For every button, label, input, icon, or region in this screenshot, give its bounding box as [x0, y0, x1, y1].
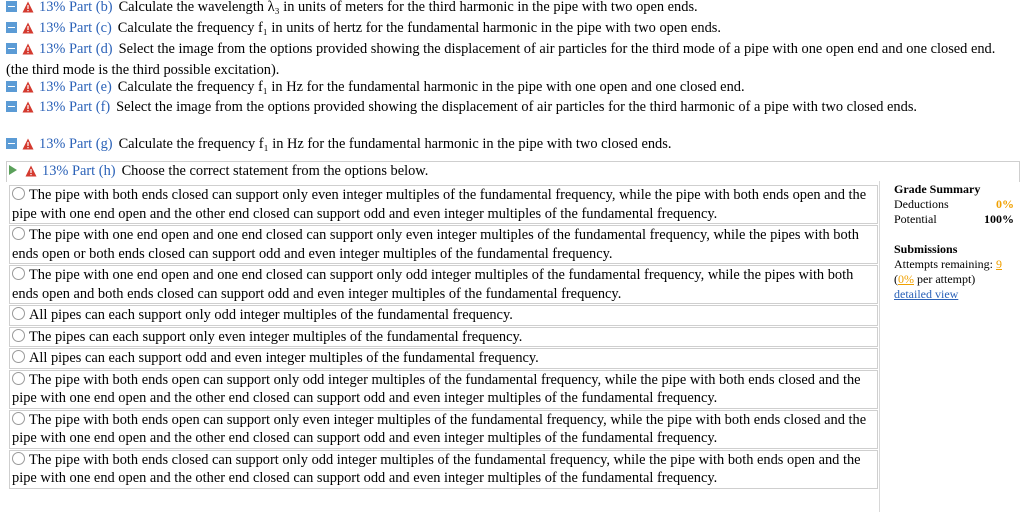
per-attempt-value: 0%: [898, 272, 914, 286]
answer-option[interactable]: [9, 370, 878, 409]
part-text: Calculate the frequency f₁ in Hz for the fundamental harmonic in the pipe with two closed ends.: [118, 136, 672, 152]
answer-option[interactable]: [9, 265, 878, 304]
radio-button[interactable]: [12, 187, 25, 200]
radio-button[interactable]: [12, 452, 25, 465]
per-attempt: [894, 272, 1014, 287]
option-text: All pipes can each support odd and even integer multiples of the fundamental frequency.: [29, 350, 539, 366]
deductions-value: 0%: [996, 197, 1014, 211]
part-label: Part (h): [72, 163, 116, 179]
warning-icon: [25, 164, 37, 183]
part-text: Calculate the frequency f₁ in Hz for the fundamental harmonic in the pipe with one open and one closed end.: [117, 79, 745, 95]
answer-option[interactable]: [9, 305, 878, 326]
attempts-remaining: [894, 257, 1014, 272]
radio-button[interactable]: [12, 227, 25, 240]
part-percent: 13%: [39, 136, 66, 152]
warning-icon: [22, 80, 34, 99]
collapse-icon[interactable]: [6, 138, 17, 149]
part-label: Part (b): [69, 0, 113, 15]
radio-button[interactable]: [12, 329, 25, 342]
attempts-value: 9: [995, 257, 1002, 271]
option-text: The pipe with both ends closed can support only odd integer multiples of the fundamental frequency, while the pipe with both ends open and the pipe with one end open and the other end closed can support odd and even integer multiples of the fundamental frequency.: [12, 451, 861, 486]
part-b: [6, 0, 1020, 19]
part-percent: 13%: [39, 0, 66, 15]
collapse-icon[interactable]: [6, 1, 17, 12]
part-g: [6, 135, 1020, 156]
warning-icon: [22, 0, 34, 19]
part-percent: 13%: [39, 20, 66, 36]
answer-option[interactable]: [9, 450, 878, 489]
submissions-title: Submissions: [894, 242, 958, 256]
answer-option[interactable]: [9, 410, 878, 449]
part-text: Choose the correct statement from the options below.: [121, 163, 429, 179]
part-label: Part (c): [69, 20, 112, 36]
answer-option[interactable]: [9, 225, 878, 264]
radio-button[interactable]: [12, 412, 25, 425]
warning-icon: [22, 137, 34, 156]
paren: (: [894, 272, 898, 286]
part-c: [6, 19, 1020, 40]
option-text: All pipes can each support only odd integer multiples of the fundamental frequency.: [29, 307, 513, 323]
radio-button[interactable]: [12, 350, 25, 363]
radio-button[interactable]: [12, 372, 25, 385]
part-e: [6, 78, 1020, 99]
part-label: Part (d): [69, 41, 113, 57]
part-text: Select the image from the options provided showing the displacement of air particles for the third harmonic of a pipe with two closed ends.: [116, 99, 918, 115]
collapse-icon[interactable]: [6, 43, 17, 54]
expand-icon[interactable]: [9, 165, 17, 175]
part-text: Select the image from the options provided showing the displacement of air particles for the third mode of a pipe with one open end and one closed end. (the third mode is the third possible excitation).: [6, 41, 996, 78]
option-text: The pipe with both ends closed can support only even integer multiples of the fundamental frequency, while the pipe with both ends open and the pipe with one end open and the other end closed can support odd and even integer multiples of the fundamental frequency.: [12, 187, 867, 222]
detailed-view-link[interactable]: detailed view: [894, 287, 959, 301]
deductions-row: [894, 197, 1014, 212]
warning-icon: [22, 100, 34, 119]
part-f: [6, 98, 1020, 119]
part-label: Part (e): [69, 79, 112, 95]
option-text: The pipe with both ends open can support only odd integer multiples of the fundamental frequency, while the pipe with both ends closed and the pipe with one end open and the other end closed can support odd and even integer multiples of the fundamental frequency.: [12, 371, 861, 406]
collapse-icon[interactable]: [6, 81, 17, 92]
potential-value: 100%: [984, 212, 1014, 226]
option-text: The pipes can each support only even integer multiples of the fundamental frequency.: [29, 328, 523, 345]
option-text: The pipe with one end open and one end closed can support only odd integer multiples of the fundamental frequency, while the pipes with both ends open and both ends closed can support odd and even integer multiples of the fundamental frequency.: [12, 267, 854, 302]
part-percent: 13%: [42, 163, 69, 179]
part-percent: 13%: [39, 41, 66, 57]
answer-options: [9, 185, 878, 490]
collapse-icon[interactable]: [6, 101, 17, 112]
option-text: The pipe with one end open and one end closed can support only even integer multiples of the fundamental frequency, while the pipes with both ends open or both ends closed can support odd and even integer multiples of the fundamental frequency.: [12, 227, 859, 262]
option-text: The pipe with both ends open can support only even integer multiples of the fundamental frequency, while the pipe with both ends closed and the pipe with one end open and the other end closed can support odd and even integer multiples of the fundamental frequency.: [12, 411, 867, 446]
potential-row: [894, 212, 1014, 227]
part-percent: 13%: [39, 99, 66, 115]
attempts-label: Attempts remaining:: [894, 257, 993, 271]
answer-option[interactable]: [9, 327, 878, 348]
answer-option[interactable]: [9, 185, 878, 224]
part-label: Part (g): [69, 136, 113, 152]
potential-label: Potential: [894, 212, 937, 226]
grade-summary-title: Grade Summary: [894, 182, 981, 196]
warning-icon: [22, 21, 34, 40]
radio-button[interactable]: [12, 307, 25, 320]
deductions-label: Deductions: [894, 197, 949, 211]
warning-icon: [22, 42, 34, 61]
part-d: [6, 40, 1020, 79]
part-text: Calculate the wavelength λ₃ in units of meters for the third harmonic in the pipe with two open ends.: [118, 0, 698, 15]
part-text: Calculate the frequency f₁ in units of hertz for the fundamental harmonic in the pipe with two open ends.: [117, 20, 722, 36]
part-percent: 13%: [39, 79, 66, 95]
per-attempt-text: per attempt): [914, 272, 976, 286]
grade-side-panel: [894, 182, 1014, 302]
answer-option[interactable]: [9, 348, 878, 369]
part-label: Part (f): [69, 99, 111, 115]
radio-button[interactable]: [12, 267, 25, 280]
part-h-header: [6, 161, 1020, 182]
collapse-icon[interactable]: [6, 22, 17, 33]
